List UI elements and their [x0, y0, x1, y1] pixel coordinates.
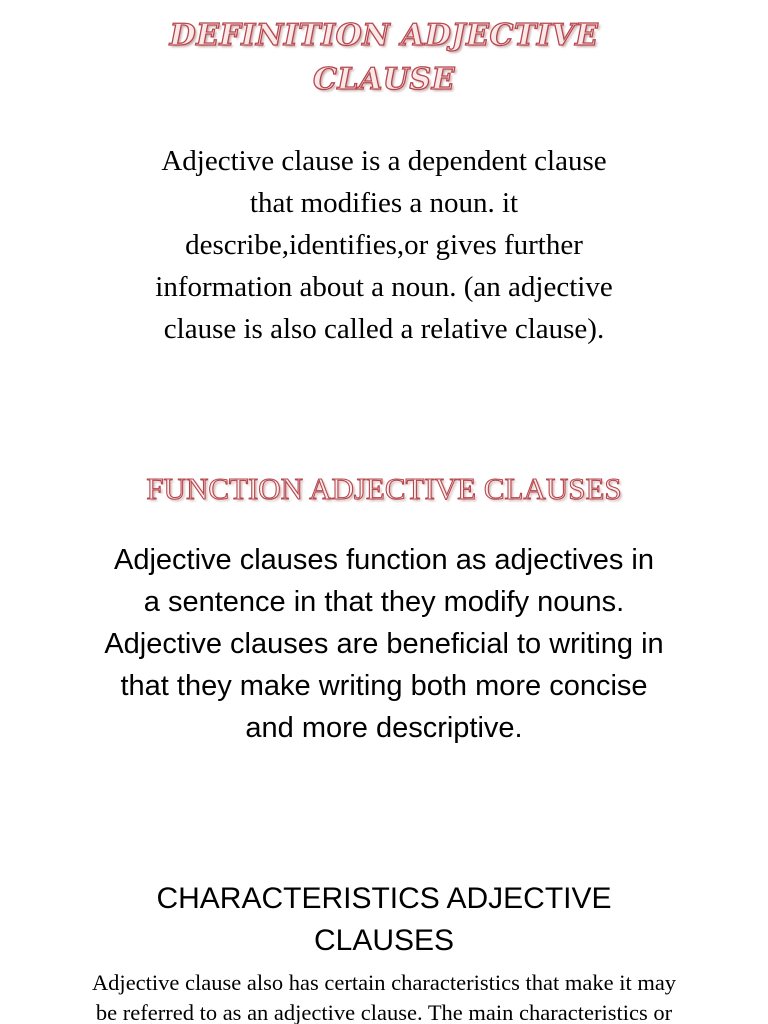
definition-line-4: information about a noun. (an adjective	[155, 271, 613, 303]
function-line-2: a sentence in that they modify nouns.	[143, 586, 625, 618]
function-paragraph	[30, 539, 738, 749]
characteristics-heading-line-1: CHARACTERISTICS ADJECTIVE	[156, 882, 612, 915]
function-line-1: Adjective clauses function as adjectives in	[113, 544, 654, 576]
characteristics-paragraph	[30, 968, 738, 1024]
definition-line-2: that modifies a noun. it	[249, 187, 519, 219]
function-line-3: Adjective clauses are beneficial to writing in	[104, 628, 664, 660]
definition-heading	[60, 14, 708, 102]
definition-heading-line-2: CLAUSE	[313, 62, 455, 97]
definition-paragraph	[80, 140, 688, 350]
definition-line-3: describe,identifies,or gives further	[185, 229, 583, 261]
characteristics-line-2: be referred to as an adjective clause. The main characteristics or	[95, 1000, 673, 1024]
definition-line-1: Adjective clause is a dependent clause	[161, 145, 607, 177]
definition-line-5: clause is also called a relative clause).	[163, 313, 605, 345]
characteristics-heading	[60, 878, 708, 962]
definition-heading-line-1: DEFINITION ADJECTIVE	[169, 18, 599, 53]
function-line-4: that they make writing both more concise	[120, 670, 648, 702]
function-line-5: and more descriptive.	[245, 712, 523, 744]
characteristics-line-1: Adjective clause also has certain characteristics that make it may	[91, 970, 677, 995]
characteristics-heading-line-2: CLAUSES	[313, 924, 455, 957]
function-heading: FUNCTION ADJECTIVE CLAUSES	[146, 471, 622, 506]
